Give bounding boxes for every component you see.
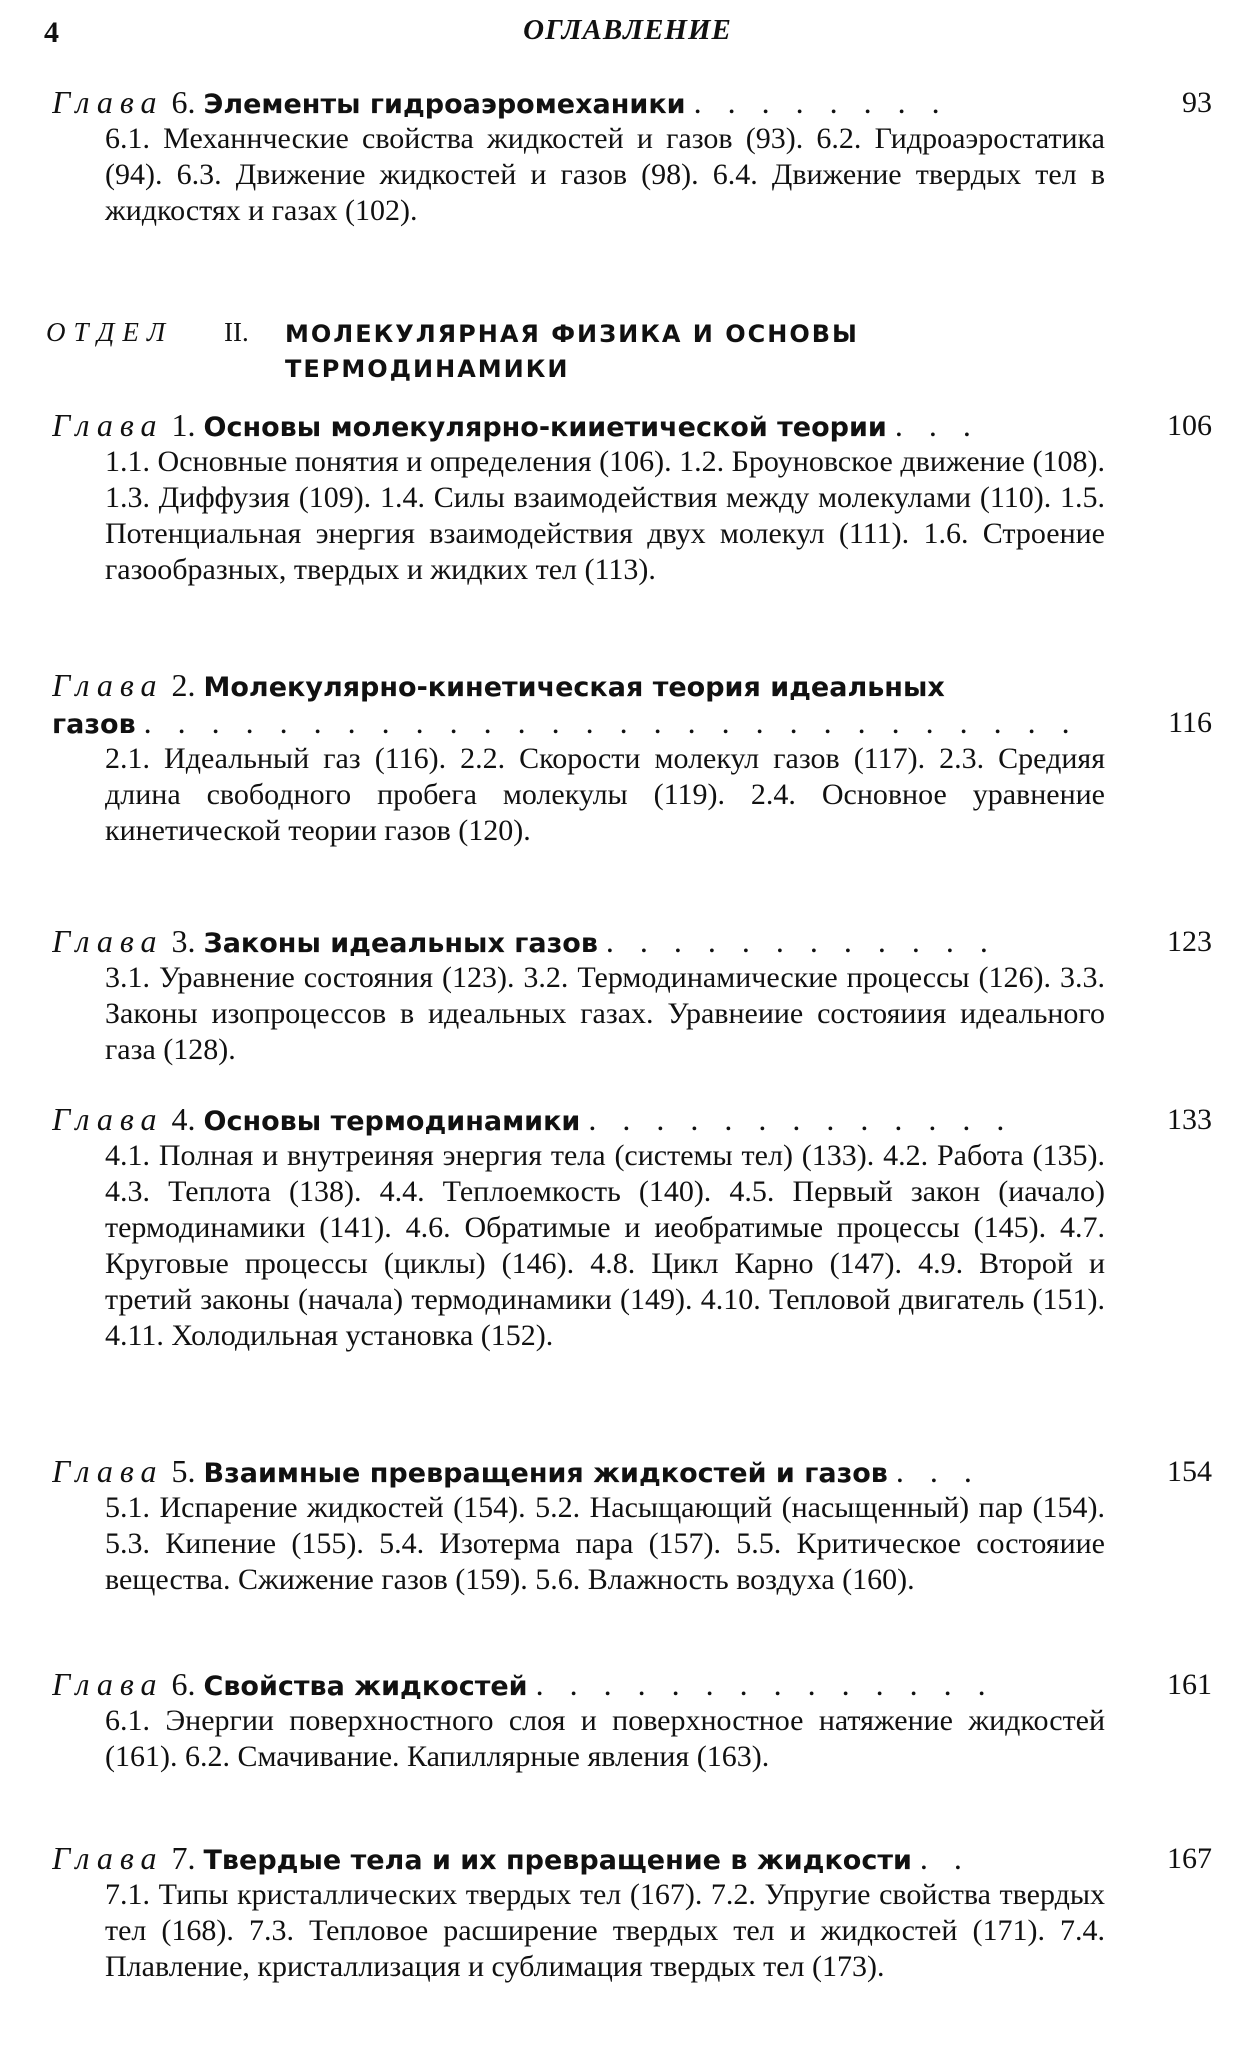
toc-entry: [52, 1666, 1212, 1775]
chapter-heading[interactable]: [52, 1101, 1212, 1138]
chapter-number: 7.: [171, 1840, 196, 1876]
toc-entry: [52, 667, 1212, 849]
chapter-heading[interactable]: [52, 923, 1212, 960]
chapter-contents: 4.1. Полная и внутреиняя энергия тела (системы тел) (133). 4.2. Работа (135). 4.3. Теплота (138). 4.4. Теплоемкость (140). 4.5. Первый закон (иачало) термодинамики (141). 4.6. Обратимые и иеобратимые процессы (145). 4.7. Круговые процессы (циклы) (146). 4.8. Цикл Карно (147). 4.9. Второй и третий законы (начала) термодинамики (149). 4.10. Тепловой двигатель (151). 4.11. Холодильная установка (152).: [105, 1139, 1105, 1352]
chapter-heading[interactable]: [52, 1453, 1212, 1490]
page-number: 4: [44, 16, 59, 49]
chapter-page: 161: [1167, 1668, 1212, 1701]
chapter-page: 123: [1167, 925, 1212, 958]
chapter-title: Элементы гидроаэромеханики: [203, 89, 686, 120]
leader-dots: . . . . . . . .: [693, 84, 949, 120]
chapter-contents: 2.1. Идеальный газ (116). 2.2. Скорости молекул газов (117). 2.3. Средияя длина свободного пробега молекулы (119). 2.4. Основное уравнение кинетической теории газов (120).: [105, 742, 1105, 847]
chapter-title: Молекулярно-кинетическая теория идеальных: [203, 672, 945, 703]
chapter-page: 116: [1168, 706, 1212, 739]
section-label: ОТДЕЛ: [46, 317, 174, 347]
chapter-heading[interactable]: [52, 407, 1212, 444]
section-number: II.: [224, 317, 249, 347]
leader-dots: . . . . . . . . . . . . . . . . . . . . . . . . . . . .: [143, 704, 1079, 740]
leader-dots: . .: [919, 1840, 971, 1876]
chapter-heading[interactable]: [52, 667, 1212, 704]
chapter-page: 93: [1182, 86, 1212, 119]
chapter-contents: 5.1. Испарение жидкостей (154). 5.2. Насыщающий (насыщенный) пар (154). 5.3. Кипение (155). 5.4. Изотерма пара (157). 5.5. Критическое состояиие вещества. Сжижение газов (159). 5.6. Влажность воздуха (160).: [105, 1491, 1105, 1596]
chapter-contents: 6.1. Энергии поверхностного слоя и поверхностное натяжение жидкостей (161). 6.2. Смачивание. Капиллярные явления (163).: [105, 1704, 1105, 1773]
chapter-title-continuation: газов: [52, 709, 136, 740]
chapter-label: Глава: [52, 1101, 164, 1137]
chapter-page: 154: [1167, 1455, 1212, 1488]
toc-entry: [52, 1101, 1212, 1354]
leader-dots: . . . . . . . . . . . . . .: [535, 1666, 995, 1702]
chapter-label: Глава: [52, 84, 164, 120]
toc-entry: [52, 1453, 1212, 1598]
chapter-page: 133: [1167, 1103, 1212, 1136]
chapter-number: 5.: [171, 1453, 196, 1489]
chapter-label: Глава: [52, 1453, 164, 1489]
chapter-title: Твердые тела и их превращение в жидкости: [203, 1845, 912, 1876]
toc-entry: [52, 923, 1212, 1068]
leader-dots: . . .: [895, 1453, 981, 1489]
chapter-label: Глава: [52, 407, 164, 443]
chapter-page: 167: [1167, 1842, 1212, 1875]
section-title: [285, 317, 859, 387]
running-title: ОГЛАВЛЕНИЕ: [523, 14, 732, 46]
chapter-contents: 1.1. Основные понятия и определения (106). 1.2. Броуновское движение (108). 1.3. Диффузия (109). 1.4. Силы взаимодействия между молекулами (110). 1.5. Потенциальная энергия взаимодействия двух молекул (111). 1.6. Строение газообразных, твердых и жидких тел (113).: [105, 445, 1105, 586]
chapter-label: Глава: [52, 923, 164, 959]
toc-entry: [52, 84, 1212, 229]
chapter-title: Свойства жидкостей: [203, 1671, 528, 1702]
chapter-number: 3.: [171, 923, 196, 959]
leader-dots: . . . . . . . . . . . . .: [588, 1101, 1014, 1137]
chapter-title: Взаимные превращения жидкостей и газов: [203, 1458, 888, 1489]
chapter-number: 6.: [171, 1666, 196, 1702]
section-title-line: ТЕРМОДИНАМИКИ: [285, 355, 570, 383]
chapter-title: Основы термодинамики: [203, 1106, 581, 1137]
chapter-heading[interactable]: [52, 84, 1212, 121]
chapter-number: 2.: [171, 667, 196, 703]
toc-entry: [52, 1840, 1212, 1985]
chapter-number: 1.: [171, 407, 196, 443]
chapter-number: 6.: [171, 84, 196, 120]
chapter-contents: 7.1. Типы кристаллических твердых тел (167). 7.2. Упругие свойства твердых тел (168). 7.3. Тепловое расширение твердых тел и жидкостей (171). 7.4. Плавление, кристаллизация и сублимация твердых тел (173).: [105, 1878, 1105, 1983]
section-title-line: МОЛЕКУЛЯРНАЯ ФИЗИКА И ОСНОВЫ: [285, 320, 859, 348]
chapter-label: Глава: [52, 667, 164, 703]
chapter-title: Основы молекулярно-кииетической теории: [203, 412, 887, 443]
chapter-label: Глава: [52, 1840, 164, 1876]
leader-dots: . . . . . . . . . . . .: [605, 923, 997, 959]
chapter-contents: 6.1. Механнческие свойства жидкостей и газов (93). 6.2. Гидроаэростатика (94). 6.3. Движение жидкостей и газов (98). 6.4. Движение твердых тел в жидкостях и газах (102).: [105, 122, 1105, 227]
chapter-contents: 3.1. Уравнение состояния (123). 3.2. Термодинамические процессы (126). 3.3. Законы изопроцессов в идеальных газах. Уравнеиие состояиия идеального газа (128).: [105, 961, 1105, 1066]
leader-dots: . . .: [894, 407, 980, 443]
chapter-page: 106: [1167, 409, 1212, 442]
page-header: [40, 10, 1215, 60]
chapter-title: Законы идеальных газов: [203, 928, 598, 959]
chapter-heading[interactable]: [52, 1840, 1212, 1877]
chapter-number: 4.: [171, 1101, 196, 1137]
chapter-heading[interactable]: [52, 1666, 1212, 1703]
chapter-heading-continuation[interactable]: [52, 704, 1212, 741]
toc-entry: [52, 407, 1212, 588]
chapter-label: Глава: [52, 1666, 164, 1702]
